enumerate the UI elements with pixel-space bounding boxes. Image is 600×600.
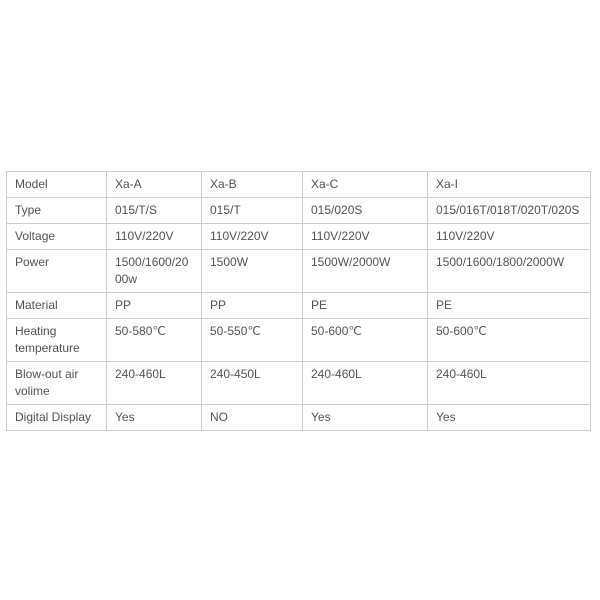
spec-label: Type [7, 198, 107, 224]
spec-value: Xa-C [303, 172, 428, 198]
spec-value: 015/020S [303, 198, 428, 224]
spec-value: PP [107, 293, 202, 319]
spec-label: Power [7, 250, 107, 293]
spec-value: PP [202, 293, 303, 319]
spec-value: 1500W [202, 250, 303, 293]
spec-value: Xa-A [107, 172, 202, 198]
table-row [7, 172, 591, 198]
spec-label: Digital Display [7, 405, 107, 431]
spec-value: 1500/1600/1800/2000W [428, 250, 591, 293]
spec-value: 015/T [202, 198, 303, 224]
spec-table-body [7, 172, 591, 431]
spec-value: PE [428, 293, 591, 319]
table-row [7, 250, 591, 293]
table-row [7, 224, 591, 250]
spec-value: 1500W/2000W [303, 250, 428, 293]
spec-value: 240-450L [202, 362, 303, 405]
spec-value: Yes [428, 405, 591, 431]
spec-value: 015/016T/018T/020T/020S [428, 198, 591, 224]
spec-label: Model [7, 172, 107, 198]
spec-value: 110V/220V [428, 224, 591, 250]
spec-value: 015/T/S [107, 198, 202, 224]
spec-value: 50-600℃ [428, 319, 591, 362]
spec-label: Heating temperature [7, 319, 107, 362]
spec-value: 110V/220V [202, 224, 303, 250]
spec-value: PE [303, 293, 428, 319]
spec-value: 110V/220V [107, 224, 202, 250]
spec-value: NO [202, 405, 303, 431]
spec-label: Material [7, 293, 107, 319]
spec-value: Yes [303, 405, 428, 431]
table-row [7, 362, 591, 405]
spec-value: 240-460L [107, 362, 202, 405]
spec-value: 240-460L [303, 362, 428, 405]
spec-value: Xa-B [202, 172, 303, 198]
spec-value: 50-600℃ [303, 319, 428, 362]
spec-label: Blow-out air volime [7, 362, 107, 405]
table-row [7, 198, 591, 224]
spec-value: Yes [107, 405, 202, 431]
spec-value: 50-580℃ [107, 319, 202, 362]
spec-value: Xa-I [428, 172, 591, 198]
table-row [7, 319, 591, 362]
spec-value: 110V/220V [303, 224, 428, 250]
spec-value: 1500/1600/2000w [107, 250, 202, 293]
table-row [7, 293, 591, 319]
spec-table [6, 171, 591, 431]
spec-value: 50-550℃ [202, 319, 303, 362]
spec-label: Voltage [7, 224, 107, 250]
spec-value: 240-460L [428, 362, 591, 405]
table-row [7, 405, 591, 431]
